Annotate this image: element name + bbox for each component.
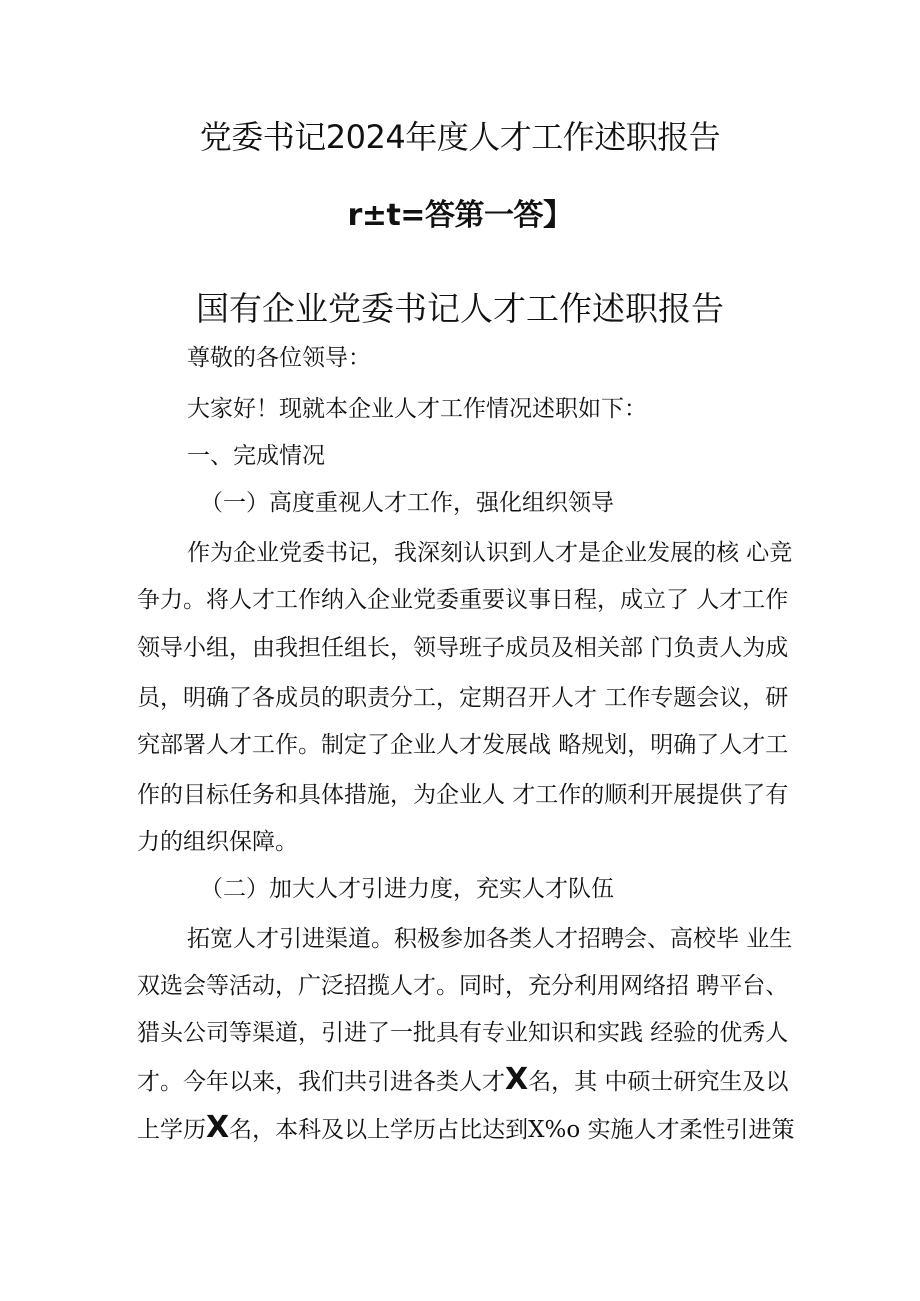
greeting: 大家好！现就本企业人才工作情况述职如下： [187, 396, 647, 422]
paragraph-line: 争力。将人才工作纳入企业党委重要议事日程，成立了 人才工作 [137, 587, 789, 613]
paragraph-text: 名，其 中硕士研究生及以 [528, 1069, 789, 1095]
paragraph-line: 双选会等活动，广泛招揽人才。同时，充分利用网络招 聘平台、 [137, 973, 789, 999]
paragraph-line: 究部署人才工作。制定了企业人才发展战 略规划，明确了人才工 [137, 732, 789, 758]
paragraph-text: 名，本科及以上学历占比达到X%o 实施人才柔性引进策 [229, 1117, 795, 1143]
paragraph-text: 才。今年以来，我们共引进各类人才 [137, 1069, 505, 1095]
placeholder-x: X [206, 1110, 230, 1145]
paragraph-line: 作为企业党委书记，我深刻认识到人才是企业发展的核 心竞 [187, 540, 793, 566]
document-title: 党委书记2024年度人才工作述职报告 [199, 118, 721, 156]
placeholder-x: X [505, 1062, 529, 1097]
salutation: 尊敬的各位领导： [187, 345, 371, 371]
paragraph-line: 作的目标任务和具体措施，为企业人 才工作的顺利开展提供了有 [137, 782, 789, 808]
paragraph-line: 拓宽人才引进渠道。积极参加各类人才招聘会、高校毕 业生 [187, 926, 793, 952]
paragraph-line: 领导小组，由我担任组长，领导班子成员及相关部 门负责人为成 [137, 635, 789, 661]
subsection-heading: （一）高度重视人才工作，强化组织领导 [200, 490, 614, 516]
paragraph-text: 上学历 [137, 1117, 206, 1143]
section-heading: 一、完成情况 [187, 443, 325, 469]
report-title: 国有企业党委书记人才工作述职报告 [196, 289, 724, 328]
paragraph-line: 力的组织保障。 [137, 829, 298, 855]
paragraph-line: 猎头公司等渠道，引进了一批具有专业知识和实践 经验的优秀人 [137, 1020, 789, 1046]
paragraph-line [137, 1110, 795, 1145]
subsection-heading: （二）加大人才引进力度，充实人才队伍 [200, 876, 614, 902]
garbled-subtitle: r±t=答第一答】 [347, 198, 573, 233]
paragraph-line: 员，明确了各成员的职责分工，定期召开人才 工作专题会议，研 [137, 685, 789, 711]
paragraph-line [137, 1062, 789, 1097]
